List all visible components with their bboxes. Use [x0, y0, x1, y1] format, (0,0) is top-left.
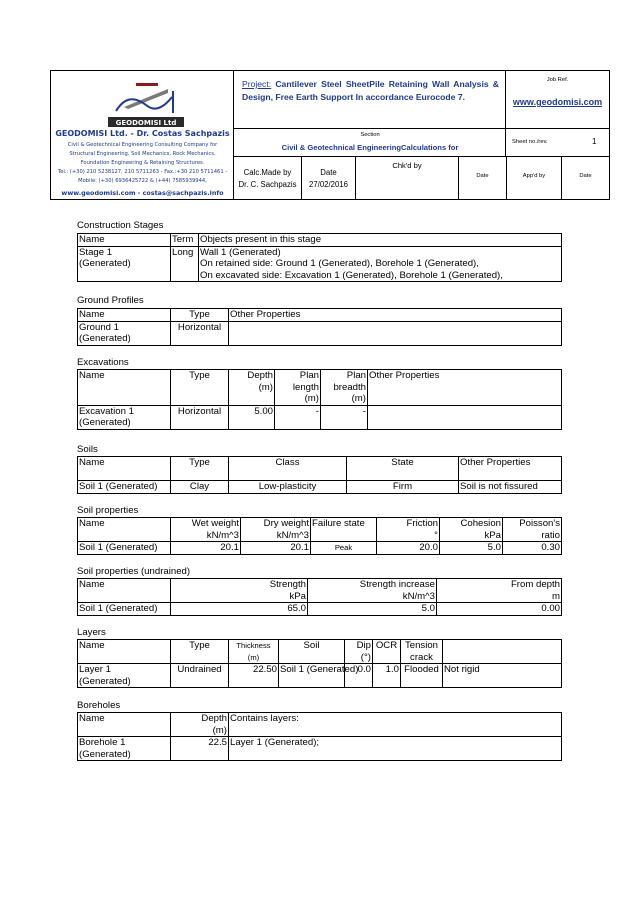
table-cell: 22.50 [229, 664, 279, 688]
checked-by-label: Chk'd by [392, 161, 422, 170]
company-desc-line: Structural Engineering, Soil Mechanics, Rock Mechanics, [69, 151, 216, 157]
project-text: Cantilever Steel SheetPile Retaining Wall Analysis & Design, Free Earth Support In accordance Eurocode 7. [242, 79, 500, 102]
header-cell [443, 640, 562, 664]
table-cell: Long [171, 246, 199, 282]
table-cell: 5.00 [229, 405, 275, 429]
company-logo [106, 77, 186, 129]
date-cell [302, 157, 356, 199]
cell-line: kPa [289, 590, 306, 602]
table-row [78, 542, 562, 555]
table-row [78, 603, 562, 616]
cell-line: (m) [247, 652, 260, 662]
header-cell [377, 518, 440, 542]
table-cell: Horizontal [171, 321, 229, 345]
header-cell [229, 370, 275, 406]
company-block [51, 71, 234, 199]
table-cell: 0.0 [345, 664, 373, 688]
header-cell: Name [78, 457, 171, 481]
header-cell: Contains layers: [229, 713, 562, 737]
header-cell: Soil [279, 640, 345, 664]
soil-properties-table [77, 517, 562, 555]
cell-line: Cohesion [460, 518, 501, 529]
header-cell: Other Properties [459, 457, 562, 481]
cell-line: Tension [404, 640, 439, 651]
date-label: Date [320, 168, 337, 177]
table-cell: Soil 1 (Generated) [78, 603, 171, 616]
excavations-title: Excavations [77, 357, 129, 368]
cell-line: ° [434, 529, 438, 541]
date2-label: Date [476, 173, 489, 179]
table-cell: Flooded [401, 664, 443, 688]
cell-line: Strength increase [359, 579, 435, 590]
checked-by-cell [356, 157, 459, 199]
cell-line: Plan [299, 370, 319, 381]
cell-line: Ground 1 [79, 321, 120, 333]
job-ref-cell [506, 71, 609, 129]
header-cell: Name [78, 518, 171, 542]
table-cell: 5.0 [440, 542, 503, 555]
table-row [78, 481, 562, 494]
cell-line: (m) [258, 381, 273, 393]
section-value: Civil & Geotechnical EngineeringCalculations for [281, 143, 459, 152]
table-row [78, 664, 562, 688]
header-cell: Type [171, 640, 229, 664]
project-cell [234, 71, 506, 129]
table-cell: Peak [311, 542, 377, 555]
table-cell: 65.0 [171, 603, 308, 616]
soil-properties-undrained-table [77, 578, 562, 616]
cell-line: Wet weight [191, 518, 239, 529]
cell-line: (Generated) [79, 333, 131, 344]
table-header-row [78, 309, 562, 322]
company-web[interactable]: www.geodomisi.com - costas@sachpazis.info [61, 189, 224, 197]
calc-made-by-cell [234, 157, 302, 199]
soils-title: Soils [77, 444, 98, 455]
cell-line: breadth [333, 381, 366, 393]
header-cell [437, 579, 562, 603]
header-cell: Type [171, 370, 229, 406]
header-cell [229, 640, 279, 664]
table-cell: 0.00 [437, 603, 562, 616]
header-cell: Name [78, 234, 171, 247]
cell-line: (Generated) [79, 675, 131, 687]
table-cell: Undrained [171, 664, 229, 688]
table-header-row [78, 370, 562, 406]
cell-line: kPa [484, 529, 501, 541]
company-description [53, 141, 232, 186]
header-cell: Term [171, 234, 199, 247]
company-desc-line: Mobile: (+30) 6936425722 & (+44) 7585939944, [78, 178, 207, 184]
table-row [78, 321, 562, 345]
cell-line: Dip [356, 640, 371, 651]
cell-line: (°) [360, 651, 371, 663]
table-cell: 20.1 [171, 542, 241, 555]
cell-line: Borehole 1 [79, 737, 126, 748]
logo-text: GEODOMISI Ltd [115, 119, 177, 127]
table-cell: Soil 1 (Generated) [279, 664, 345, 688]
cell-line: Stage 1 [79, 246, 113, 258]
table-cell: Layer 1 (Generated); [229, 737, 562, 761]
table-cell: Soil 1 (Generated) [78, 481, 171, 494]
cell-line: Excavation 1 [79, 405, 134, 417]
date2-cell [459, 157, 507, 199]
cell-line: Poisson's [519, 518, 560, 529]
header-cell [275, 370, 321, 406]
date3-label: Date [579, 173, 592, 179]
table-cell: - [275, 405, 321, 429]
table-cell: 22.5 [171, 737, 229, 761]
excavations-table [77, 369, 562, 430]
cell-line: kN/m^3 [402, 590, 435, 602]
header-cell: Name [78, 370, 171, 406]
table-row [78, 246, 562, 282]
cell-line: length [292, 381, 319, 393]
date-value: 27/02/2016 [308, 180, 349, 189]
table-cell [78, 664, 171, 688]
table-row [78, 737, 562, 761]
approved-by-label: App'd by [522, 173, 546, 179]
table-cell: 0.30 [503, 542, 562, 555]
cell-line: Depth [201, 713, 227, 724]
cell-line: (m) [212, 724, 227, 736]
project-label: Project: [242, 79, 272, 89]
table-cell: 20.0 [377, 542, 440, 555]
header-cell: OCR [373, 640, 401, 664]
table-cell [199, 246, 562, 282]
ground-profiles-table [77, 308, 562, 346]
cell-line: kN/m^3 [276, 529, 309, 541]
cell-line: Plan [346, 370, 366, 381]
table-cell: Firm [347, 481, 459, 494]
job-ref-label: Job Ref. [546, 77, 569, 83]
table-cell: Low-plasticity [229, 481, 347, 494]
header-cell: Failure state [311, 518, 377, 542]
table-header-row [78, 713, 562, 737]
table-cell: 1.0 [373, 664, 401, 688]
table-header-row [78, 234, 562, 247]
table-cell [229, 321, 562, 345]
boreholes-title: Boreholes [77, 700, 121, 711]
boreholes-table [77, 712, 562, 761]
header-cell [503, 518, 562, 542]
cell-line: On retained side: Ground 1 (Generated), Borehole 1 (Generated), [200, 258, 479, 269]
cell-line: Strength [269, 579, 306, 590]
table-cell: Soil 1 (Generated) [78, 542, 171, 555]
header-cell: Name [78, 640, 171, 664]
header-cell: Class [229, 457, 347, 481]
calc-value: Dr. C. Sachpazis [238, 180, 297, 189]
header-cell: Name [78, 309, 171, 322]
company-desc-line: Tel.: (+30) 210 5238127, 210 5711263 - Fax.:+30 210 5711461 - [57, 169, 228, 175]
header-cell [440, 518, 503, 542]
header-cell: Objects present in this stage [199, 234, 562, 247]
header-cell: Name [78, 713, 171, 737]
table-row [78, 405, 562, 429]
document-header [50, 70, 610, 200]
cell-line: On excavated side: Excavation 1 (Generated), Borehole 1 (Generated), [200, 269, 503, 281]
table-cell: - [321, 405, 368, 429]
table-cell: Not rigid [443, 664, 562, 688]
section-cell [234, 129, 506, 157]
header-cell [241, 518, 311, 542]
job-ref-link[interactable]: www.geodomisi.com [512, 97, 603, 107]
header-cell [171, 518, 241, 542]
sheet-label: Sheet no./rev. [512, 139, 548, 145]
soil-properties-undrained-title: Soil properties (undrained) [77, 566, 191, 577]
table-cell: Soil is not fissured [459, 481, 562, 494]
cell-line: m [552, 590, 560, 602]
table-header-row [78, 518, 562, 542]
header-cell: Name [78, 579, 171, 603]
sheet-value: 1 [592, 137, 597, 146]
ground-profiles-title: Ground Profiles [77, 295, 144, 306]
soil-properties-title: Soil properties [77, 505, 139, 516]
table-cell [78, 737, 171, 761]
header-cell [401, 640, 443, 664]
table-cell: 5.0 [308, 603, 437, 616]
table-cell: Horizontal [171, 405, 229, 429]
cell-line: Wall 1 (Generated) [200, 246, 281, 258]
header-cell [171, 579, 308, 603]
cell-line: From depth [510, 579, 560, 590]
header-cell: Other Properties [229, 309, 562, 322]
soils-table [77, 456, 562, 494]
construction-stages-table [77, 233, 562, 282]
cell-line: ratio [541, 529, 560, 541]
table-cell [78, 321, 171, 345]
table-header-row [78, 640, 562, 664]
cell-line: (Generated) [79, 748, 131, 760]
construction-stages-title: Construction Stages [77, 220, 164, 231]
header-cell: Type [171, 457, 229, 481]
header-cell [321, 370, 368, 406]
layers-title: Layers [77, 627, 106, 638]
table-cell [78, 246, 171, 282]
cell-line: Depth [247, 370, 273, 381]
cell-line: Dry weight [263, 518, 309, 529]
section-label: Section [360, 132, 380, 138]
approved-by-cell [507, 157, 562, 199]
cell-line: Layer 1 [79, 664, 111, 675]
cell-line: (Generated) [79, 258, 131, 269]
table-cell [368, 405, 562, 429]
company-desc-line: Foundation Engineering & Retaining Structures. [80, 160, 205, 166]
header-cell: Other Properties [368, 370, 562, 406]
table-cell [78, 405, 171, 429]
sheet-cell [506, 129, 609, 157]
header-cell [308, 579, 437, 603]
table-cell: 20.1 [241, 542, 311, 555]
header-cell: State [347, 457, 459, 481]
table-header-row [78, 579, 562, 603]
cell-line: (m) [351, 393, 366, 404]
company-desc-line: Civil & Geotechnical Engineering Consulting Company for [67, 142, 218, 148]
header-cell [345, 640, 373, 664]
cell-line: Friction [406, 518, 438, 529]
cell-line: (Generated) [79, 417, 131, 428]
table-cell: Clay [171, 481, 229, 494]
cell-line: crack [410, 651, 433, 663]
layers-table [77, 639, 562, 688]
header-cell [171, 713, 229, 737]
calc-label: Calc.Made by [243, 168, 292, 177]
cell-line: (m) [304, 393, 319, 404]
date3-cell [562, 157, 609, 199]
table-header-row [78, 457, 562, 481]
header-cell: Type [171, 309, 229, 322]
cell-line: Thickness [236, 641, 271, 650]
cell-line: kN/m^3 [206, 529, 239, 541]
company-name: GEODOMISI Ltd. - Dr. Costas Sachpazis [55, 129, 230, 138]
